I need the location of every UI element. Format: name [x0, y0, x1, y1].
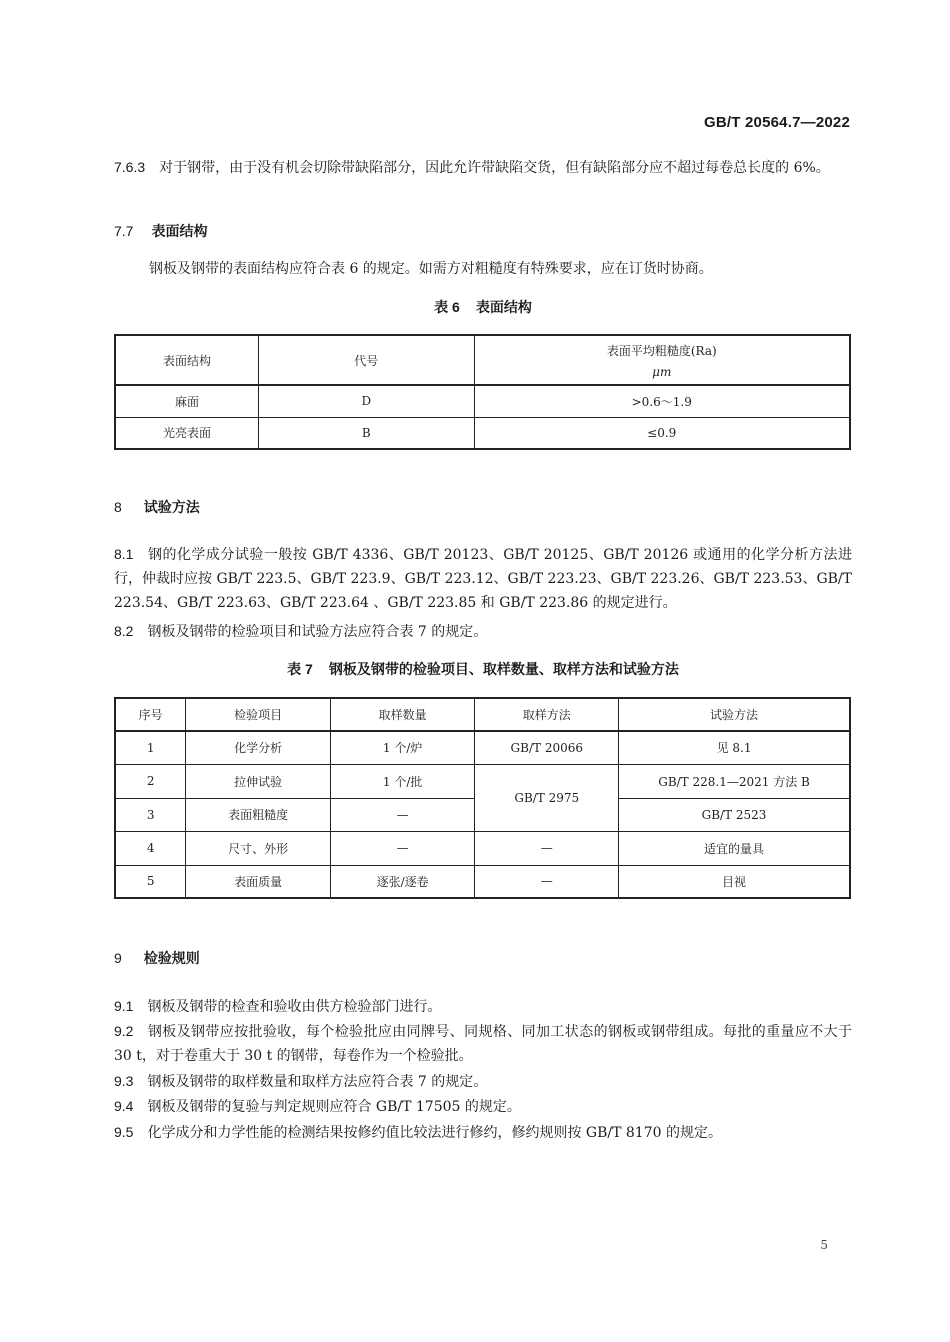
table-title-text: 表面结构: [475, 299, 532, 315]
heading-8: [114, 497, 200, 517]
cell-method: 目视: [619, 865, 850, 898]
clause-7-7-text: 钢板及钢带的表面结构应符合表 6 的规定。如需方对粗糙度有特殊要求，应在订货时协商。: [149, 261, 713, 277]
heading-title: 检验规则: [143, 950, 200, 966]
table-number: 表 6: [434, 299, 460, 315]
cell-no: 3: [115, 798, 186, 831]
cell-item: 表面质量: [186, 865, 331, 898]
cell-item: 拉伸试验: [186, 764, 331, 798]
clause-text: 钢板及钢带的检查和验收由供方检验部门进行。: [147, 999, 442, 1015]
header-quantity: 取样数量: [330, 698, 475, 731]
header-roughness: [474, 335, 850, 385]
cell-item: 表面粗糙度: [186, 798, 331, 831]
clause-9-5: [114, 1120, 852, 1145]
clause-9-2: [114, 1019, 852, 1068]
clause-7-6-3: [114, 155, 852, 180]
clause-number: 7.6.3: [114, 159, 146, 175]
header-method: 试验方法: [619, 698, 850, 731]
cell-sampling: —: [475, 865, 619, 898]
cell-code: B: [259, 417, 474, 449]
cell-no: 5: [115, 865, 186, 898]
clause-9-4: [114, 1094, 852, 1119]
table-row: [115, 831, 850, 865]
table-header-row: [115, 335, 850, 385]
cell-method: 适宜的量具: [619, 831, 850, 865]
clause-text: 钢板及钢带应按批验收，每个检验批应由同牌号、同规格、同加工状态的钢板或钢带组成。每批的重量应不大于 30 t，对于卷重大于 30 t 的钢带，每卷作为一个检验批。: [114, 1024, 852, 1064]
cell-quantity: 逐张/逐卷: [330, 865, 475, 898]
table-7-title: [114, 659, 852, 679]
clause-text: 化学成分和力学性能的检测结果按修约值比较法进行修约，修约规则按 GB/T 8170 的规定。: [147, 1125, 722, 1141]
table-number: 表 7: [287, 661, 313, 677]
table-7: [114, 697, 851, 899]
header-no: 序号: [115, 698, 186, 731]
clause-number: 9.1: [114, 998, 134, 1014]
header-roughness-label: 表面平均粗糙度(Ra): [606, 343, 717, 358]
clause-number: 9.5: [114, 1124, 134, 1140]
cell-sampling: GB/T 2975: [475, 764, 619, 831]
cell-structure: 光亮表面: [115, 417, 259, 449]
heading-number: 9: [114, 950, 122, 966]
clause-text: 钢板及钢带的取样数量和取样方法应符合表 7 的规定。: [147, 1074, 488, 1090]
clause-text: 钢的化学成分试验一般按 GB/T 4336、GB/T 20123、GB/T 20125、GB/T 20126 或通用的化学分析方法进行，仲裁时应按 GB/T 223.5、GB/T 223.9、GB/T 223.12、GB/T 223.23、GB/T 223.26、GB/T 223.53、GB/T 223.54、GB/T 223.63、GB/T 223.64 、GB/T 223.85 和 GB/T 223.86 的规定进行。: [114, 547, 852, 611]
table-row: [115, 385, 850, 417]
cell-method: GB/T 2523: [619, 798, 850, 831]
cell-quantity: 1 个/炉: [330, 731, 475, 764]
table-row: [115, 764, 850, 798]
clause-number: 9.3: [114, 1073, 134, 1089]
cell-no: 4: [115, 831, 186, 865]
cell-quantity: —: [330, 831, 475, 865]
clause-number: 9.4: [114, 1098, 134, 1114]
clause-number: 8.2: [114, 623, 134, 639]
cell-no: 2: [115, 764, 186, 798]
cell-no: 1: [115, 731, 186, 764]
heading-title: 表面结构: [151, 223, 208, 239]
heading-9: [114, 948, 200, 968]
clause-text: 钢板及钢带的检验项目和试验方法应符合表 7 的规定。: [147, 624, 488, 640]
cell-sampling: —: [475, 831, 619, 865]
clause-number: 8.1: [114, 546, 134, 562]
heading-number: 8: [114, 499, 122, 515]
table-row: [115, 865, 850, 898]
table-6: [114, 334, 851, 450]
cell-method: GB/T 228.1—2021 方法 B: [619, 764, 850, 798]
heading-7-7: [114, 221, 207, 241]
standard-code: GB/T 20564.7—2022: [704, 114, 850, 131]
clause-text: 对于钢带，由于没有机会切除带缺陷部分，因此允许带缺陷交货，但有缺陷部分应不超过每卷总长度的 6%。: [159, 160, 830, 176]
cell-item: 化学分析: [186, 731, 331, 764]
clause-8-1: [114, 542, 852, 615]
table-header-row: [115, 698, 850, 731]
heading-number: 7.7: [114, 223, 134, 239]
cell-quantity: 1 个/批: [330, 764, 475, 798]
cell-roughness: ≤0.9: [474, 417, 850, 449]
clause-number: 9.2: [114, 1023, 134, 1039]
table-row: [115, 731, 850, 764]
header-sampling: 取样方法: [475, 698, 619, 731]
cell-quantity: —: [330, 798, 475, 831]
cell-method: 见 8.1: [619, 731, 850, 764]
header-roughness-unit: μm: [652, 364, 672, 379]
cell-structure: 麻面: [115, 385, 259, 417]
header-code: 代号: [259, 335, 474, 385]
header-item: 检验项目: [186, 698, 331, 731]
heading-title: 试验方法: [143, 499, 200, 515]
table-6-title: [114, 297, 852, 317]
cell-sampling: GB/T 20066: [475, 731, 619, 764]
clause-9-1: [114, 994, 852, 1019]
cell-item: 尺寸、外形: [186, 831, 331, 865]
table-title-text: 钢板及钢带的检验项目、取样数量、取样方法和试验方法: [328, 661, 679, 677]
table-row: [115, 417, 850, 449]
clause-8-2: [114, 619, 852, 644]
page-number: 5: [820, 1238, 828, 1252]
clause-text: 钢板及钢带的复验与判定规则应符合 GB/T 17505 的规定。: [147, 1099, 521, 1115]
clause-9-3: [114, 1069, 852, 1094]
cell-code: D: [259, 385, 474, 417]
cell-roughness: >0.6～1.9: [474, 385, 850, 417]
header-surface-structure: 表面结构: [115, 335, 259, 385]
